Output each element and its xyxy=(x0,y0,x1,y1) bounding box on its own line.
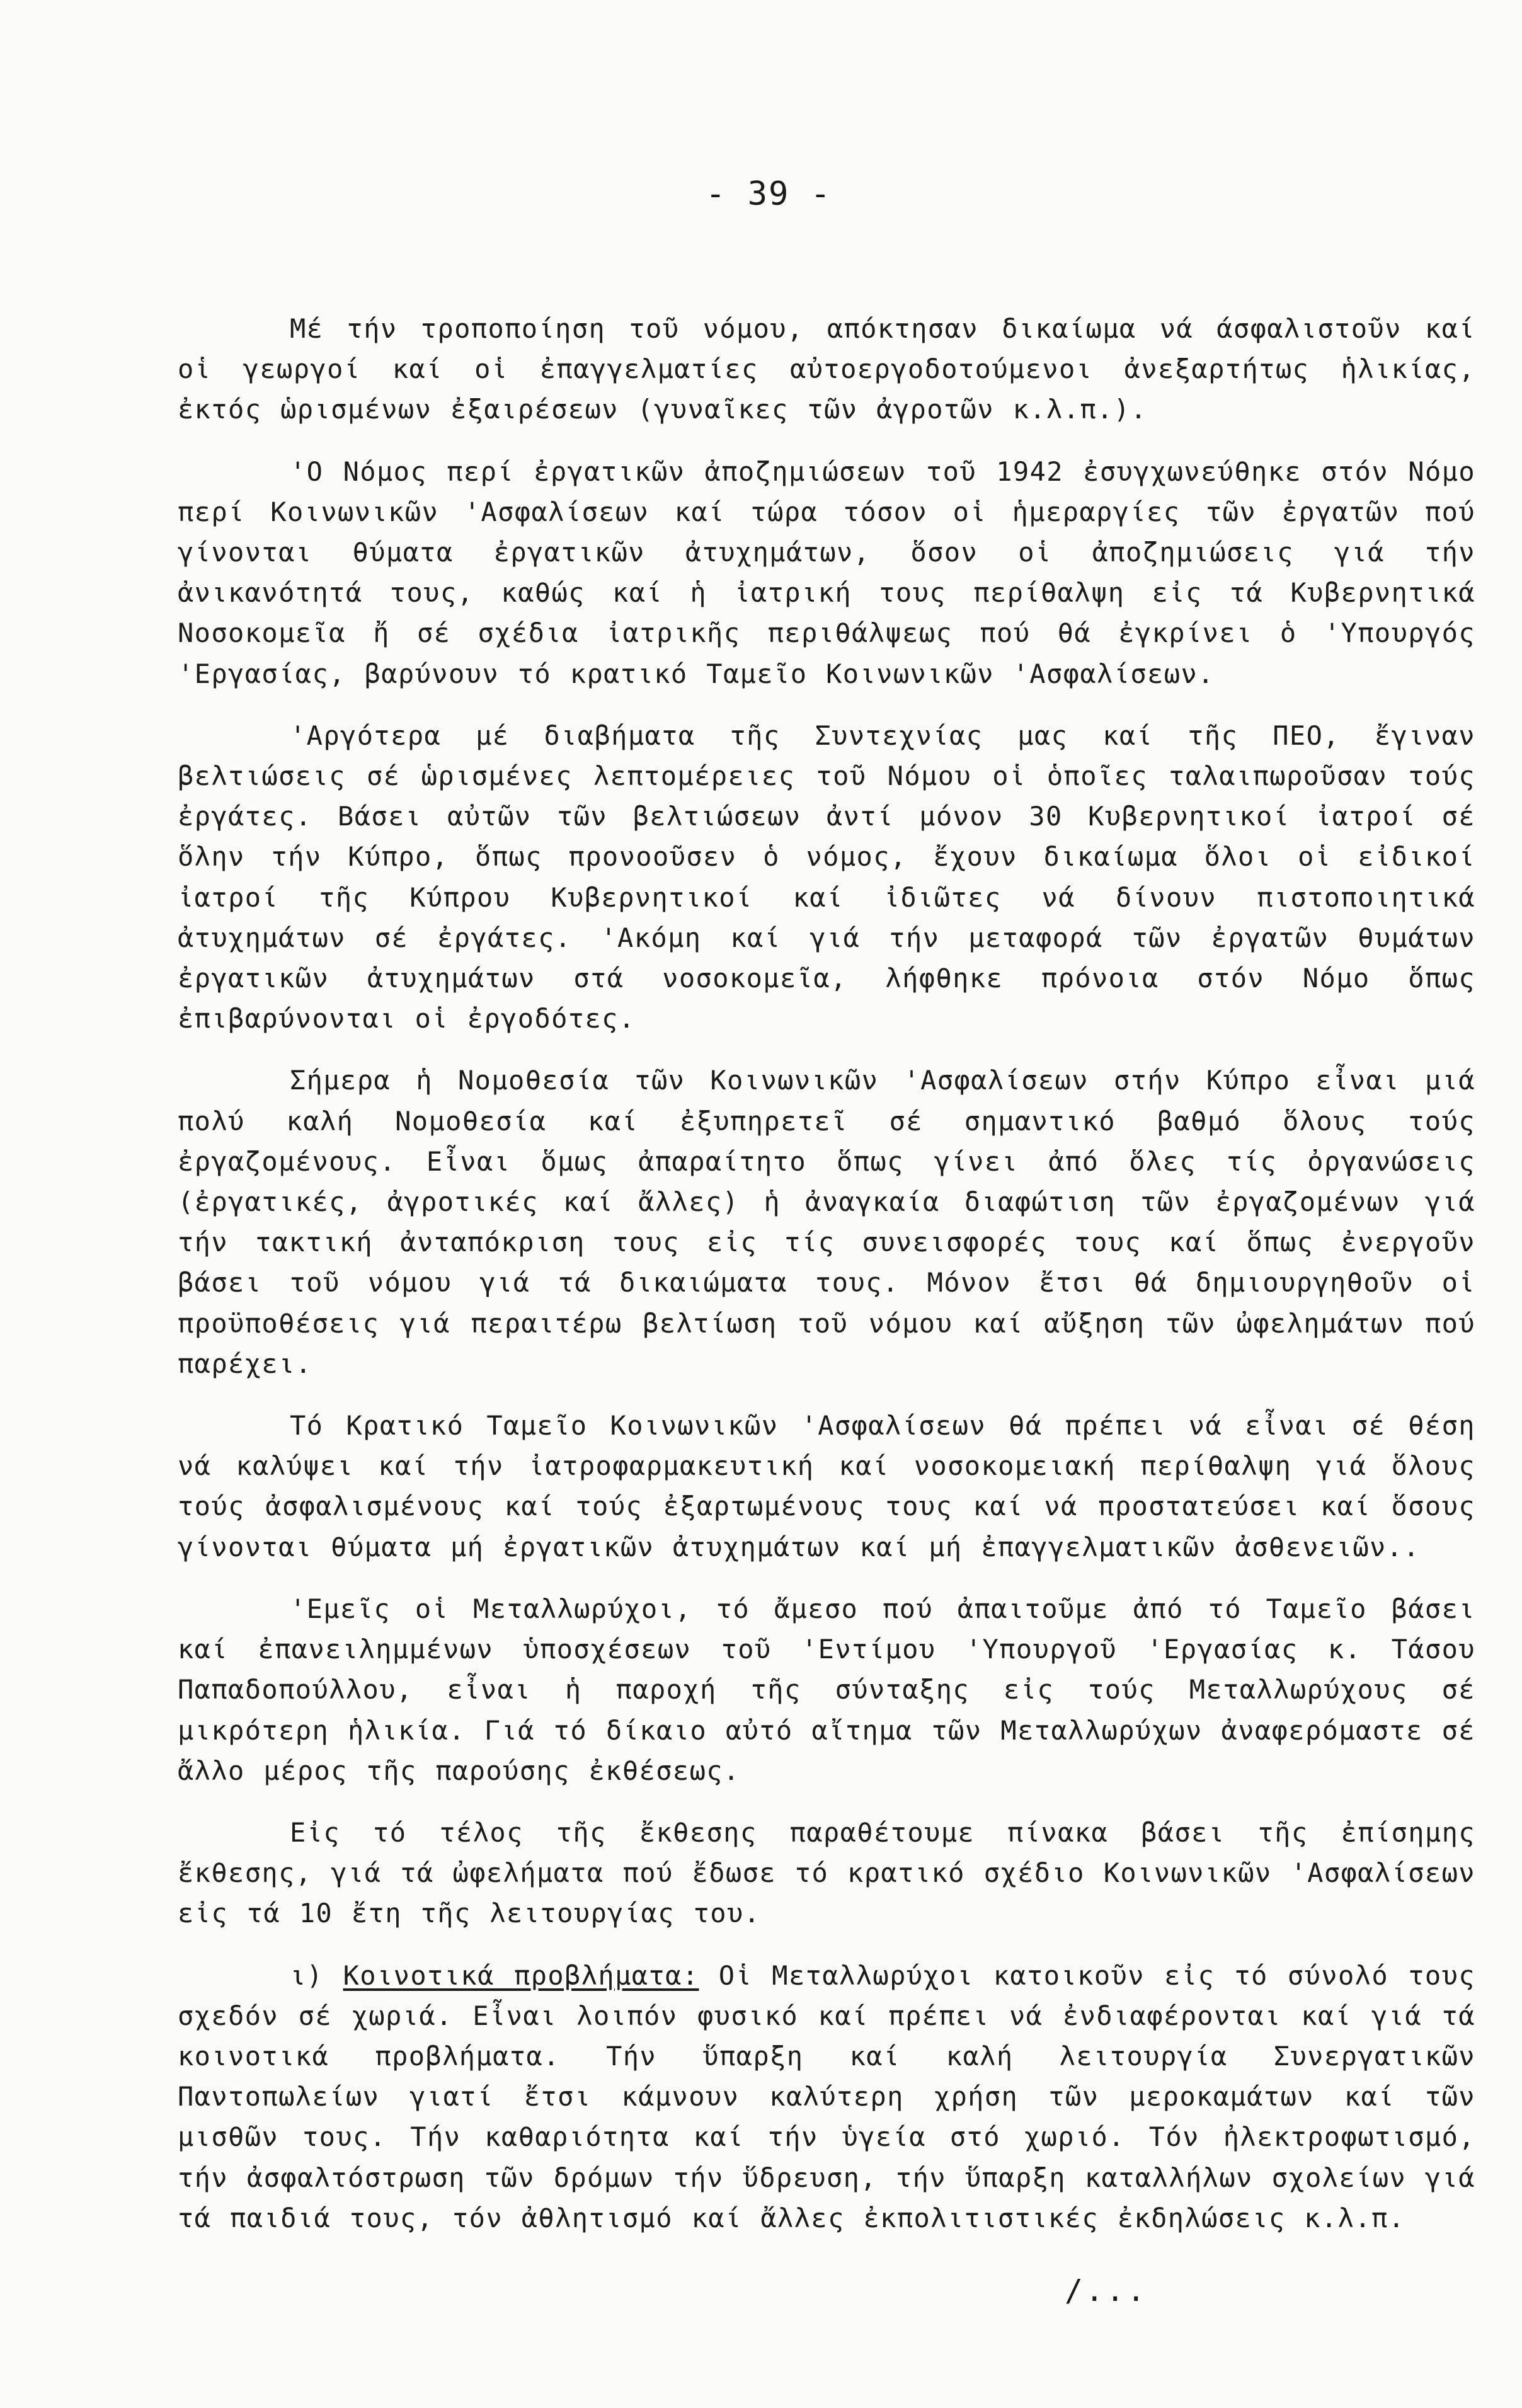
paragraph-compensation-law: 'Ο Νόμος περί ἐργατικῶν ἀποζημιώσεων τοῦ 1942 ἐσυγχωνεύθηκε στόν Νόμο περί Κοινωνικῶν 'Ασφαλίσεων καί τώρα τόσον οἱ ἡμεραργίες τῶν ἐργατῶν πού γίνονται θύματα ἐργατικῶν ἀτυχημάτων, ὅσον οἱ ἀποζημιώσεις γιά τήν ἀνικανότητά τους, καθώς καί ἡ ἰατρική τους περίθαλψη εἰς τά Κυβερνητικά Νοσοκομεῖα ἤ σέ σχέδια ἰατρικῆς περιθάλψεως πού θά ἐγκρίνει ὁ 'Υπουργός 'Εργασίας, βαρύνουν τό κρατικό Ταμεῖο Κοινωνικῶν 'Ασφαλίσεων. xyxy=(178,456,1475,689)
paragraph-insurance-amendment: Μέ τήν τροποποίηση τοῦ νόμου, απόκτησαν δικαίωμα νά άσφαλιστοῦν καί οἱ γεωργοί καί οἱ ἐπαγγελματίες αὐτοεργοδοτούμενοι ἀνεξαρτήτως ἡλικίας, ἐκτός ὡρισμένων ἐξαιρέσεων (γυναῖκες τῶν ἀγροτῶν κ.λ.π.). xyxy=(178,313,1475,425)
section-label: ι) xyxy=(290,1959,324,1991)
section-text: Οἱ Μεταλλωρύχοι κατοικοῦν εἰς τό σύνολό τους σχεδόν σέ χωριά. Εἶναι λοιπόν φυσικό καί πρέπει νά ἐνδιαφέρονται καί γιά τά κοινοτικά προβλήματα. Τήν ὕπαρξη καί καλή λειτουργία Συνεργατικῶν Παντοπωλείων γιατί ἔτσι κάμνουν καλύτερη χρήση τῶν μεροκαμάτων καί τῶν μισθῶν τους. Τήν καθαριότητα καί τήν ὑγεία στό χωριό. Τόν ἠλεκτροφωτισμό, τήν ἀσφαλτόστρωση τῶν δρόμων τήν ὕδρευση, τήν ὕπαρξη καταλλήλων σχολείων γιά τά παιδιά τους, τόν ἀθλητισμό καί ἄλλες ἐκπολιτιστικές ἐκδηλώσεις κ.λ.π. xyxy=(178,1959,1475,2233)
section-heading: Κοινοτικά προβλήματα: xyxy=(343,1959,699,1991)
paragraph-miners-demand: 'Εμεῖς οἱ Μεταλλωρύχοι, τό ἄμεσο πού ἀπαιτοῦμε ἀπό τό Ταμεῖο βάσει καί ἐπανειλημμένων ὑποσχέσεων τοῦ 'Εντίμου 'Υπουργοῦ 'Εργασίας κ. Τάσου Παπαδοπούλλου, εἶναι ἡ παροχή τῆς σύνταξης εἰς τούς Μεταλλωρύχους σέ μικρότερη ἡλικία. Γιά τό δίκαιο αὐτό αἴτημα τῶν Μεταλλωρύχων ἀναφερόμαστε σέ ἄλλο μέρος τῆς παρούσης ἐκθέσεως. xyxy=(178,1593,1475,1786)
page-number: - 39 - xyxy=(706,175,832,213)
continuation-mark: /... xyxy=(1065,2273,1148,2308)
paragraph-legislation-today: Σήμερα ἡ Νομοθεσία τῶν Κοινωνικῶν 'Ασφαλίσεων στήν Κύπρο εἶναι μιά πολύ καλή Νομοθεσία καί ἐξυπηρετεῖ σέ σημαντικό βαθμό ὅλους τούς ἐργαζομένους. Εἶναι ὅμως ἀπαραίτητο ὅπως γίνει ἀπό ὅλες τίς ὀργανώσεις (ἐργατικές, ἀγροτικές καί ἄλλες) ἡ ἀναγκαία διαφώτιση τῶν ἐργαζομένων γιά τήν τακτική ἀνταπόκριση τους εἰς τίς συνεισφορές τους καί ὅπως ἐνεργοῦν βάσει τοῦ νόμου γιά τά δικαιώματα τους. Μόνον ἔτσι θά δημιουργηθοῦν οἱ προϋποθέσεις γιά περαιτέρω βελτίωση τοῦ νόμου καί αὔξηση τῶν ὠφελημάτων πού παρέχει. xyxy=(178,1065,1475,1379)
paragraph-state-fund: Τό Κρατικό Ταμεῖο Κοινωνικῶν 'Ασφαλίσεων θά πρέπει νά εἶναι σέ θέση νά καλύψει καί τήν ἰατροφαρμακευτική καί νοσοκομειακή περίθαλψη γιά ὅλους τούς ἀσφαλισμένους καί τούς ἐξαρτωμένους τους καί νά προστατεύσει καί ὅσους γίνονται θύματα μή ἐργατικῶν ἀτυχημάτων καί μή ἐπαγγελματικῶν ἀσθενειῶν.. xyxy=(178,1410,1475,1562)
paragraph-report-table: Εἰς τό τέλος τῆς ἔκθεσης παραθέτουμε πίνακα βάσει τῆς ἐπίσημης ἔκθεσης, γιά τά ὠφελήματα πού ἔδωσε τό κρατικό σχέδιο Κοινωνικῶν 'Ασφαλίσεων εἰς τά 10 ἔτη τῆς λειτουργίας του. xyxy=(178,1816,1475,1929)
paragraph-community-problems xyxy=(178,1956,1475,2239)
paragraph-union-improvements: 'Αργότερα μέ διαβήματα τῆς Συντεχνίας μας καί τῆς ΠΕΟ, ἔγιναν βελτιώσεις σέ ὡρισμένες λεπτομέρειες τοῦ Νόμου οἱ ὁποῖες ταλαιπωροῦσαν τούς ἐργάτες. Βάσει αὐτῶν τῶν βελτιώσεων ἀντί μόνον 30 Κυβερνητικοί ἰατροί σέ ὅλην τήν Κύπρο, ὅπως προνοοῦσεν ὁ νόμος, ἔχουν δικαίωμα ὅλοι οἱ εἰδικοί ἰατροί τῆς Κύπρου Κυβερνητικοί καί ἰδιῶτες νά δίνουν πιστοποιητικά ἀτυχημάτων σέ ἐργάτες. 'Ακόμη καί γιά τήν μεταφορά τῶν ἐργατῶν θυμάτων ἐργατικῶν ἀτυχημάτων στά νοσοκομεῖα, λήφθηκε πρόνοια στόν Νόμο ὅπως ἐπιβαρύνονται οἱ ἐργοδότες. xyxy=(178,720,1475,1035)
body-text xyxy=(178,309,1475,2260)
